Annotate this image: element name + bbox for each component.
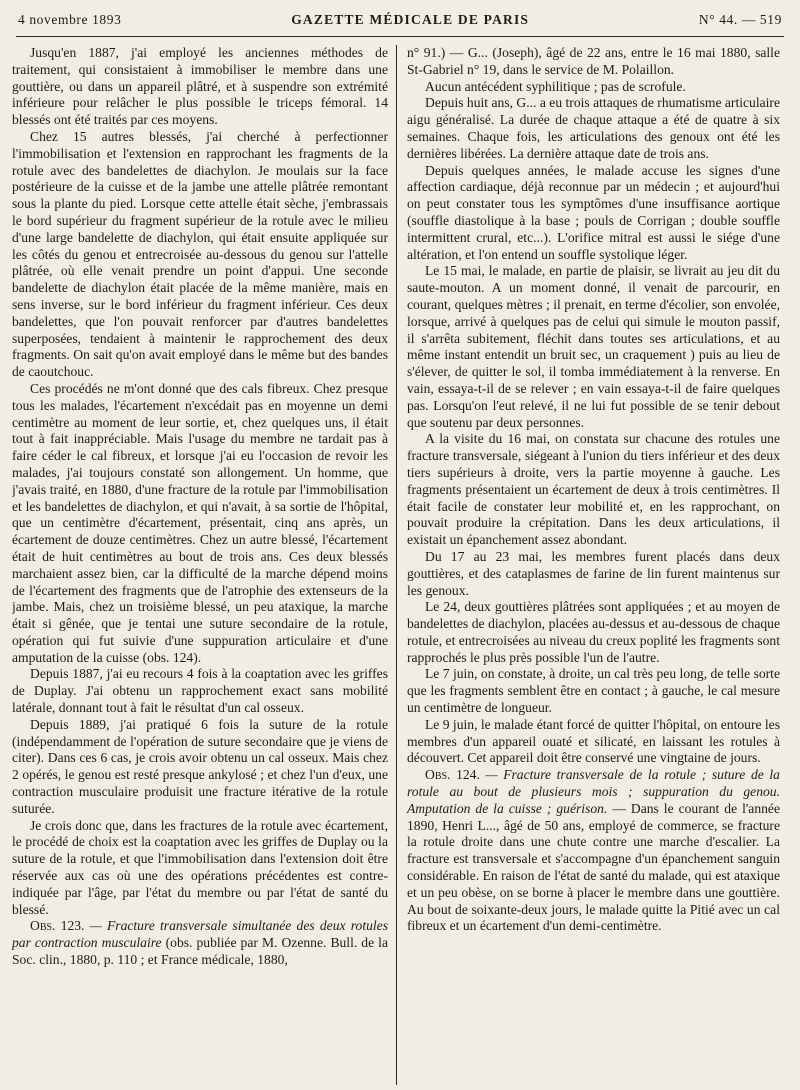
paragraph: Depuis 1889, j'ai pratiqué 6 fois la suture de la rotule (indépendamment de l'opération de suture secondaire que je viens de citer). Dans ces 6 cas, je crois avoir obtenu un cal osseux. Mais chez 2 opérés, le genou est resté presque ankylosé ; et chez l'un d'eux, une contraction musculaire produisit une fracture itérative de la rotule suturée. — [12, 716, 388, 816]
paragraph: Le 7 juin, on constate, à droite, un cal très peu long, de telle sorte que les fragments semblent être en contact ; à gauche, le cal mesure un centimètre de longueur. — [407, 666, 780, 716]
paragraph: A la visite du 16 mai, on constata sur chacune des rotules une fracture transversale, siégeant à l'union du tiers inférieur et des deux tiers supérieurs à droite, vers la partie moyenne à gauche. Les fragments présentaient un écartement de deux à trois centimètres. Il était facile de constater leur mobilité et, en les rapprochant, on pouvait produire la crépitation. Dans les deux articulations, il existait un épanchement assez abondant. — [407, 431, 780, 548]
observation-text: — Dans le courant de l'année 1890, Henri L..., âgé de 50 ans, employé de commerce, se fracture la rotule droite dans une chute contre une marche d'escalier. La fracture est transversale et s'accompagne d'un épanchement sanguin considérable. En raison de l'état de santé du malade, qui est ataxique et un peu obèse, on se borne à placer le membre dans une gouttière. Au bout de soixante-deux jours, le malade quitte la Pitié avec un cal fibreux et un écartement d'un demi-centimètre. — [407, 800, 780, 934]
paragraph: Ces procédés ne m'ont donné que des cals fibreux. Chez presque tous les malades, l'écartement n'excédait pas en moyenne un demi centimètre au moment de leur sortie, et, chez quelques uns, il était tout à fait inappréciable. Mais l'usage du membre ne tardait pas à faire céder le cal fibreux, et lorsque j'ai eu l'occasion de revoir les malades, j'ai toujours constaté son allongement. Un homme, que j'avais traité, en 1880, d'une fracture de la rotule par l'immobilisation et les bandelettes de diachylon, et qui n'avait, à sa sortie de l'hôpital, que un centimètre d'écartement, présentait, cinq ans après, un écartement de douze centimètres. Chez un autre blessé, l'écartement était de huit centimètres au bout de trois ans. Ces deux blessés marchaient assez bien, car la difficulté de la marche dépend moins de l'écartement des fragments que de l'atrophie des extenseurs de la jambe. Mais, chez un troisième blessé, un peu ataxique, la marche était si gênée, que je tentai une suture secondaire de la rotule, opération qui fut suivie d'une suppuration articulaire et d'une amputation de la cuisse (obs. 124). — [12, 380, 388, 665]
paragraph: Le 24, deux gouttières plâtrées sont appliquées ; et au moyen de bandelettes de diachylon, placées au-dessus et au-dessous de chaque rotule, et entrecroisées au niveau du creux poplité les fragments sont rapprochés le plus près possible l'un de l'autre. — [407, 599, 780, 665]
paragraph: Je crois donc que, dans les fractures de la rotule avec écartement, le procédé de choix est la coaptation avec les griffes de Duplay ou la suture de la rotule, et que l'immobilisation dans l'extension doit être réservée aux cas où une des opérations précédentes est contre-indiquée par l'âge, par l'état du membre ou par l'état de santé du blessé. — [12, 817, 388, 917]
paragraph: Depuis quelques années, le malade accuse les signes d'une affection cardiaque, déjà reconnue par un médecin ; et aujourd'hui on peut constater tous les symptômes d'une insuffisance aortique (souffle diastolique à la base ; pouls de Corrigan ; double souffle intermittent crural, etc...). L'orifice mitral est aussi le siége d'une altération, et l'on entend un souffle systolique léger. — [407, 162, 780, 262]
observation-123-continued: n° 91.) — G... (Joseph), âgé de 22 ans, entre le 16 mai 1880, salle St-Gabriel n° 19, dans le service de M. Polaillon. — [407, 45, 780, 77]
text-columns — [12, 45, 788, 1085]
observation-label: Obs. 124. — [425, 767, 480, 783]
observation-124 — [407, 767, 780, 935]
paragraph: Jusqu'en 1887, j'ai employé les anciennes méthodes de traitement, qui consistaient à immobiliser le membre dans une gouttière, ou dans un appareil plâtré, et à suspendre son extrémité inférieure pour relâcher le plus possible le triceps fémoral. 14 blessés ont été traités par ces moyens. — [12, 45, 388, 128]
paragraph: Le 9 juin, le malade étant forcé de quitter l'hôpital, on entoure les membres d'un appareil ouaté et silicaté, en laissant les rotules à découvert. Cet appareil doit être conservé une vingtaine de jours. — [407, 716, 780, 766]
observation-label: Obs. 123. — [30, 918, 85, 934]
header-date: 4 novembre 1893 — [18, 12, 122, 27]
paragraph: Chez 15 autres blessés, j'ai cherché à perfectionner l'immobilisation et l'extension en rapprochant les fragments de la rotule avec des bandelettes de diachylon. Je moulais sur la face postérieure de la cuisse et de la jambe une attelle plâtrée remontant sous la plante du pied. Lorsque cette attelle était sèche, j'embrassais le bord supérieur du fragment supérieur de la rotule avec le milieu d'une large bandelette de diachylon, qui était ensuite appliquée sur les côtés du genou et entrecroisée au-dessous du genou sur l'attelle plâtrée, où elle venait prendre un point d'appui. Une seconde bandelette de diachylon était placée de la même manière, mais en sens inverse, sur le bord inférieur du fragment inférieur. Ces deux bandelettes, que l'on pouvait renforcer par d'autres bandelettes superposées, tendaient à maintenir le rapprochement des deux fragments. On sait qu'on avait employé dans le même but des bandes de caoutchouc. — [12, 128, 388, 380]
paragraph: Du 17 au 23 mai, les membres furent placés dans deux gouttières, et des cataplasmes de farine de lin furent maintenus sur les genoux. — [407, 548, 780, 598]
page-header — [12, 12, 788, 36]
paragraph: Aucun antécédent syphilitique ; pas de scrofule. — [425, 78, 686, 94]
paragraph: Depuis huit ans, G... a eu trois attaques de rhumatisme articulaire aigu généralisé. La durée de chaque attaque a été de quatre à six semaines. Chaque fois, les articulations des genoux ont été les dernières libérées. La dernière attaque date de trois ans. — [407, 95, 780, 161]
observation-title: — Fracture transversale simultanée des deux rotules par contraction musculaire — [12, 918, 388, 951]
observation-title: — Fracture transversale de la rotule ; suture de la rotule au bout de plusieurs mois ; suppuration du genou. Amputation de la cuisse ; guérison. — [407, 767, 780, 816]
header-rule — [16, 36, 784, 37]
journal-title: GAZETTE MÉDICALE DE PARIS — [291, 12, 530, 27]
paragraph: Depuis 1887, j'ai eu recours 4 fois à la coaptation avec les griffes de Duplay. J'ai obtenu un rapprochement exact sans mobilité latérale, donnant tout à fait le résultat d'un cal osseux. — [12, 666, 388, 716]
observation-123 — [12, 918, 388, 968]
left-column — [12, 45, 396, 1085]
issue-page-number: N° 44. — 519 — [698, 12, 782, 27]
right-column — [396, 45, 780, 1085]
paragraph: Le 15 mai, le malade, en partie de plaisir, se livrait au jeu dit du saute-mouton. A un moment donné, il venait de parcourir, en courant, quelques mètres ; il prenait, en terme d'écolier, son envolée, lorsque, arrivé à quelques pas de celui qui simule le mouton passif, il s'arrêta subitement, fléchit dans toutes ses articulations, et au même instant entendit un bruit sec, un craquement ) puis au lieu de s'élever, de quitter le sol, il tomba immédiatement à la renverse. En vain, essaya-t-il de se relever ; en vain essaya-t-il de faire quelques pas. Lorsqu'on l'eut relevé, il ne lui fut possible de se tenir debout que soutenu par deux personnes. — [407, 263, 780, 430]
observation-text: (obs. publiée par M. Ozenne. Bull. de la Soc. clin., 1880, p. 110 ; et France médicale, 1880, — [12, 935, 388, 968]
